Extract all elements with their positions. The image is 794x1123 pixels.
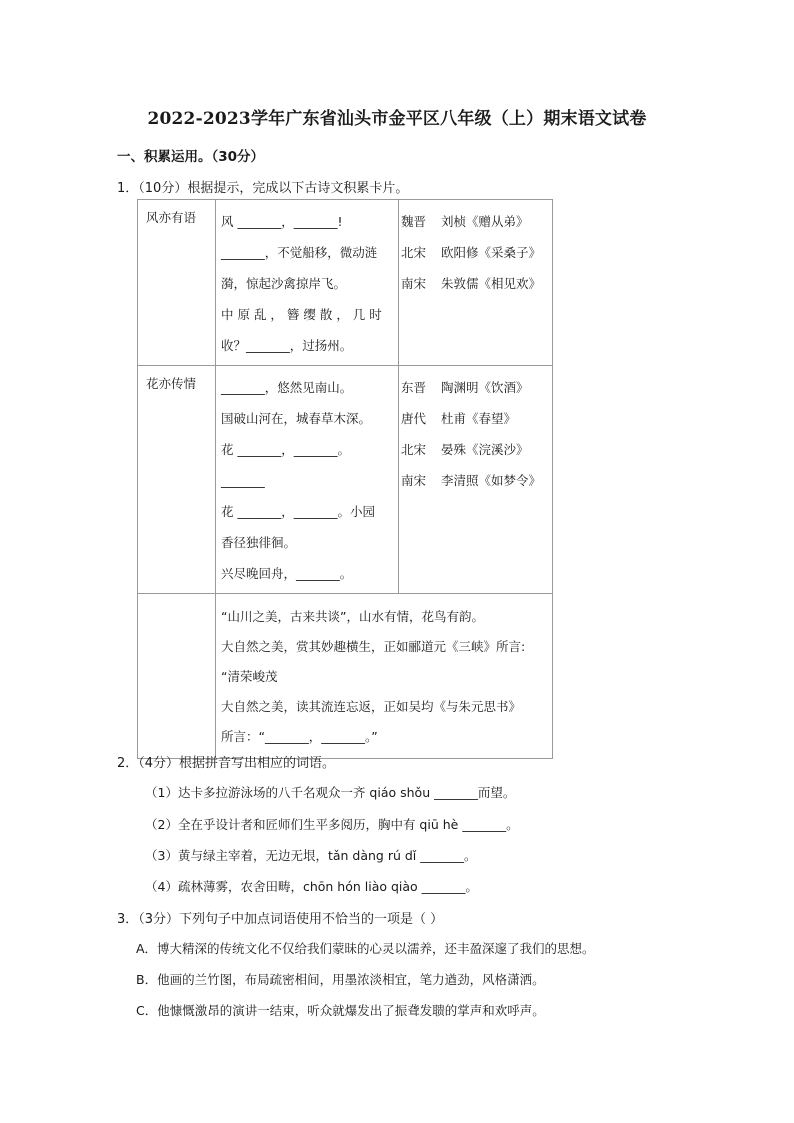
table-row bbox=[138, 594, 553, 759]
work-label: 刘桢《赠从弟》 bbox=[441, 214, 529, 229]
poem-line: 收？_______，过扬州。 bbox=[221, 338, 353, 353]
source-ref bbox=[401, 372, 552, 403]
option-a: A．博大精深的传统文化不仅给我们蒙昧的心灵以濡养，还丰盈深邃了我们的思想。 bbox=[136, 941, 595, 956]
source-ref bbox=[401, 434, 552, 465]
work-label: 杜甫《春望》 bbox=[441, 411, 517, 426]
dynasty-label: 南宋 bbox=[401, 276, 427, 291]
poem-line: 花 _______，_______。小园 bbox=[221, 504, 375, 519]
nature-beauty-cell bbox=[216, 594, 553, 759]
question-1-stem: 1．（10分）根据提示，完成以下古诗文积累卡片。 bbox=[117, 181, 409, 196]
dynasty-label: 南宋 bbox=[401, 473, 427, 488]
source-ref bbox=[401, 206, 552, 237]
poem-line: 中 原 乱 ， 簪 缨 散 ， 几 时 bbox=[221, 307, 382, 322]
poem-line: _______，悠然见南山。 bbox=[221, 380, 353, 395]
poem-line: _______，不觉船移，微动涟 bbox=[221, 245, 378, 260]
question-2-item: （4）疏林薄雾，农舍田畴，chōn hón liào qiào _______。 bbox=[145, 879, 478, 894]
dynasty-label: 北宋 bbox=[401, 245, 427, 260]
text-line: 大自然之美，读其流连忘返，正如吴均《与朱元思书》 bbox=[221, 699, 522, 714]
work-label: 陶渊明《饮酒》 bbox=[441, 380, 529, 395]
source-ref bbox=[401, 268, 552, 299]
table-row bbox=[138, 200, 553, 366]
theme-label: 花亦传情 bbox=[146, 376, 197, 391]
question-3-stem: 3．（3分）下列句子中加点词语使用不恰当的一项是（ ） bbox=[117, 912, 444, 927]
theme-cell bbox=[138, 200, 216, 366]
source-ref bbox=[401, 465, 552, 496]
text-line: 大自然之美，赏其妙趣横生，正如郦道元《三峡》所言: bbox=[221, 639, 526, 654]
source-cell bbox=[399, 200, 553, 366]
poem-line: 国破山河在，城春草木深。 bbox=[221, 411, 372, 426]
work-label: 欧阳修《采桑子》 bbox=[441, 245, 542, 260]
text-line: “山川之美，古来共谈”，山水有情，花鸟有韵。 bbox=[221, 609, 484, 624]
theme-cell bbox=[138, 366, 216, 594]
dynasty-label: 魏晋 bbox=[401, 214, 427, 229]
poem-line: 香径独徘徊。 bbox=[221, 535, 297, 550]
table-row bbox=[138, 366, 553, 594]
source-ref bbox=[401, 237, 552, 268]
text-line: 所言：“_______，_______。” bbox=[221, 729, 378, 744]
section-heading: 一、积累运用。（30分） bbox=[117, 149, 265, 165]
dynasty-label: 唐代 bbox=[401, 411, 427, 426]
source-cell bbox=[399, 366, 553, 594]
work-label: 晏殊《浣溪沙》 bbox=[441, 442, 529, 457]
source-ref bbox=[401, 403, 552, 434]
question-2-item: （3）黄与绿主宰着，无边无垠，tǎn dàng rú dǐ _______。 bbox=[145, 848, 477, 863]
poetry-card-table bbox=[137, 199, 553, 759]
work-label: 李清照《如梦令》 bbox=[441, 473, 542, 488]
poem-line: 漪，惊起沙禽掠岸飞。 bbox=[221, 276, 347, 291]
question-2-item: （2）全在乎设计者和匠师们生平多阅历，胸中有 qiū hè _______。 bbox=[145, 817, 519, 832]
dynasty-label: 北宋 bbox=[401, 442, 427, 457]
poem-line: _______ bbox=[221, 473, 265, 488]
poem-lines-cell bbox=[216, 366, 399, 594]
poem-line: 兴尽晚回舟，_______。 bbox=[221, 566, 353, 581]
question-2-item: （1）达卡多拉游泳场的八千名观众一齐 qiáo shǒu _______而望。 bbox=[145, 785, 516, 800]
option-b: B．他画的兰竹图，布局疏密相间，用墨浓淡相宜，笔力遒劲，风格潇洒。 bbox=[136, 972, 545, 987]
theme-cell-empty bbox=[138, 594, 216, 759]
option-c: C．他慷慨激昂的演讲一结束，听众就爆发出了振聋发聩的掌声和欢呼声。 bbox=[136, 1003, 545, 1018]
poem-line: 花 _______，_______。 bbox=[221, 442, 350, 457]
poem-lines-cell bbox=[216, 200, 399, 366]
page-title: 2022-2023学年广东省汕头市金平区八年级（上）期末语文试卷 bbox=[147, 109, 647, 129]
work-label: 朱敦儒《相见欢》 bbox=[441, 276, 542, 291]
text-line: “清荣峻茂 bbox=[221, 669, 278, 684]
dynasty-label: 东晋 bbox=[401, 380, 427, 395]
question-2-stem: 2．（4分）根据拼音写出相应的词语。 bbox=[117, 756, 336, 771]
theme-label: 风亦有语 bbox=[146, 210, 197, 225]
poem-line: 风 _______，_______! bbox=[221, 214, 343, 229]
